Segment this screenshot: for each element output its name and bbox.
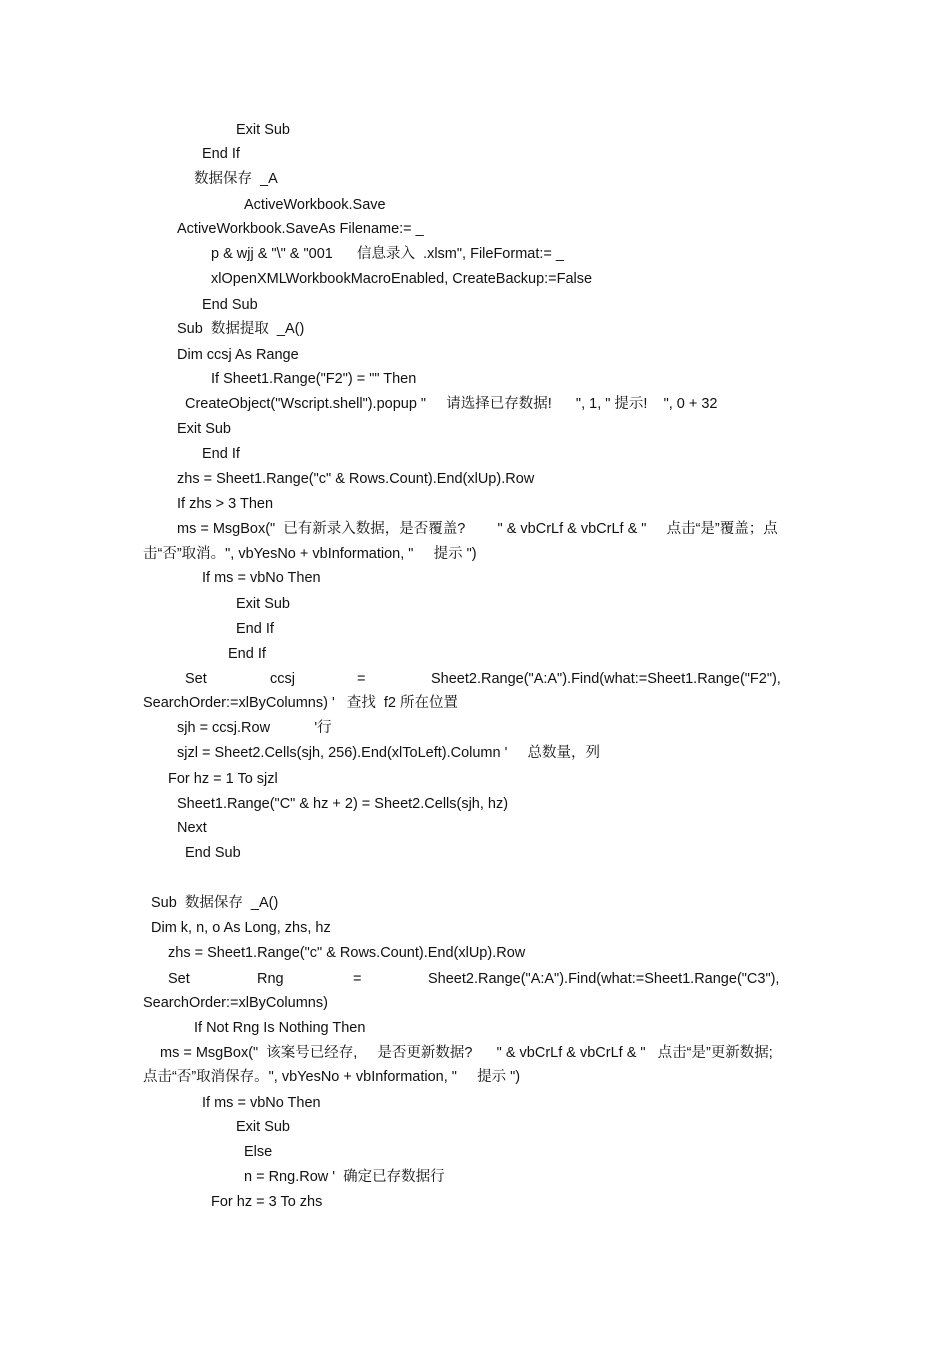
code-line: sjh = ccsj.Row '行 <box>177 720 332 736</box>
code-line: zhs = Sheet1.Range("c" & Rows.Count).End(xlUp).Row <box>177 471 535 487</box>
code-line: CreateObject("Wscript.shell").popup " 请选择已存数据! ", 1, " 提示! ", 0 + 32 <box>185 396 718 412</box>
code-line: zhs = Sheet1.Range("c" & Rows.Count).End(xlUp).Row <box>168 945 526 961</box>
code-line: = <box>357 671 366 687</box>
code-line: Sub 数据保存 _A() <box>151 895 279 911</box>
code-line: ActiveWorkbook.Save <box>244 197 386 213</box>
code-line: End If <box>228 646 266 662</box>
code-line: sjzl = Sheet2.Cells(sjh, 256).End(xlToLeft).Column ' 总数量，列 <box>177 745 601 761</box>
code-line: ActiveWorkbook.SaveAs Filename:= _ <box>177 221 424 237</box>
code-line: 点击“否”取消保存。", vbYesNo + vbInformation, " 提示 ") <box>143 1069 521 1085</box>
code-line: For hz = 1 To sjzl <box>168 771 278 787</box>
code-line: 数据保存 _A <box>194 171 278 187</box>
code-line: Rng <box>257 971 284 987</box>
code-line: ccsj <box>270 671 295 687</box>
code-line: Next <box>177 820 207 836</box>
code-line: Sheet2.Range("A:A").Find(what:=Sheet1.Range("C3"), <box>428 971 780 987</box>
code-line: End Sub <box>185 845 241 861</box>
code-line: If zhs > 3 Then <box>177 496 274 512</box>
code-line: SearchOrder:=xlByColumns) <box>143 995 328 1011</box>
code-line: ms = MsgBox(" 该案号已经存, 是否更新数据? " & vbCrLf & vbCrLf & " 点击“是”更新数据; <box>160 1045 773 1061</box>
code-line: Dim ccsj As Range <box>177 347 299 363</box>
code-line: Sheet2.Range("A:A").Find(what:=Sheet1.Range("F2"), <box>431 671 781 687</box>
code-line: 击“否”取消。", vbYesNo + vbInformation, " 提示 ") <box>143 546 477 562</box>
code-line: Exit Sub <box>236 596 290 612</box>
code-line: For hz = 3 To zhs <box>211 1194 323 1210</box>
code-line: = <box>353 971 362 987</box>
code-line: p & wjj & "\" & "001 信息录入 .xlsm", FileFormat:= _ <box>211 246 564 262</box>
code-line: Exit Sub <box>177 421 231 437</box>
code-line: End If <box>236 621 274 637</box>
code-line: End Sub <box>202 297 258 313</box>
code-line: If ms = vbNo Then <box>202 1095 321 1111</box>
code-line: End If <box>202 446 240 462</box>
code-line: Exit Sub <box>236 1119 290 1135</box>
code-line: n = Rng.Row ' 确定已存数据行 <box>244 1169 445 1185</box>
code-line: Sheet1.Range("C" & hz + 2) = Sheet2.Cells(sjh, hz) <box>177 796 509 812</box>
code-line: SearchOrder:=xlByColumns) ' 查找 f2 所在位置 <box>143 695 458 711</box>
code-line: If ms = vbNo Then <box>202 570 321 586</box>
code-line: Sub 数据提取 _A() <box>177 321 305 337</box>
code-line: Else <box>244 1144 273 1160</box>
code-line: xlOpenXMLWorkbookMacroEnabled, CreateBackup:=False <box>211 271 593 287</box>
code-line: Set <box>168 971 190 987</box>
code-line: End If <box>202 146 240 162</box>
code-line: If Sheet1.Range("F2") = "" Then <box>211 371 417 387</box>
code-line: Set <box>185 671 207 687</box>
code-line: Dim k, n, o As Long, zhs, hz <box>151 920 331 936</box>
code-line: ms = MsgBox(" 已有新录入数据，是否覆盖? " & vbCrLf & vbCrLf & " 点击“是”覆盖；点 <box>177 521 778 537</box>
code-line: Exit Sub <box>236 122 290 138</box>
code-line: If Not Rng Is Nothing Then <box>194 1020 366 1036</box>
